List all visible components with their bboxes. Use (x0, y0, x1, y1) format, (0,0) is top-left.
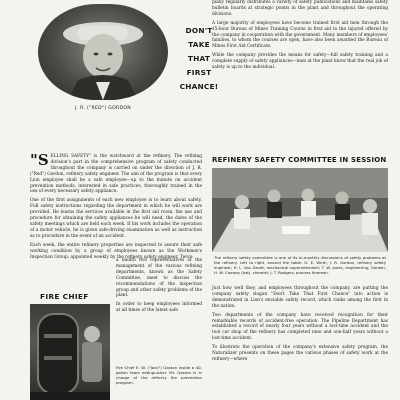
committee-photo (212, 168, 388, 252)
slogan-line: TAKE (188, 40, 210, 49)
drop-cap: "S (30, 151, 49, 169)
fire-paragraph: In order to keep employees informed at all times of the latest safe (116, 302, 202, 314)
fire-paragraph: a month five representatives of the management of the various refining departments, known as the Safety Committee, meet to discuss the recommendations of the inspection group and other safety problems of the plant. (116, 258, 202, 299)
portrait-photo (38, 4, 168, 100)
right-paragraph: Just how well they, and employees throughout the company, are putting the company safety slogan "Don't Take That First Chance" into action is demonstrated in Lion's enviable safety record, which ranks among the first in the nation. (212, 286, 388, 309)
right-paragraph: To illustrate the operation of the company's extensive safety program, the Naturalizer presents on these pages the various phases of safety work at the refinery—where (212, 345, 388, 362)
slogan-line: THAT (187, 54, 211, 63)
lead-paragraph: Each week, the entire refinery properties are inspected to assure their safe working condition by a group of employees known as the Workmen's Inspection Group, appointed weekly by the refinery safety engineer. Twice (30, 242, 202, 260)
right-paragraph: A large majority of employees have become trained first aid men through the 15-hour Bureau of Mines Training Course in first aid to the injured offered by the company in cooperation with the government. Many members of employees' families, to whom the courses are open, have also been awarded the Bureau of Mines First Aid Certificate. (212, 20, 388, 50)
lead-paragraph: One of the first assignments of each new employee is to learn about safety. Full safety instructions regarding the department in which he will work are provided. He learns the services available in the first aid room, the use and procedure for obtaining the safety appliances he will need, the dates of the safety meetings which are held each week. If his work includes the operation of a motor vehicle, he is given safe-driving examination as well as instruction as to procedure in the event of an accident. (30, 198, 202, 239)
lead-article (30, 151, 202, 263)
right-top-text (212, 0, 388, 74)
slogan-line: CHANCE! (179, 82, 219, 91)
right-paragraph: Two departments of the company have received recognition for their remarkable records of accident-free operation. The Pipeline Department has established a record of nearly four years without a lost-time accident and the tool car shop of the refinery has completed nine and one-half years without a lost-time accident. (212, 312, 388, 342)
slogan-line: DON'T (185, 26, 213, 35)
right-paragraph: piany regularly distributes a variety of safety publications and maintains safety bulletin boards at strategic points in the plant and throughout the operating divisions. (212, 0, 388, 17)
fire-chief-caption: Fire Chief E. W. ("Jack") Gaston inside a 40-gallon foam extinguisher. Mr. Gaston is in charge of the refinery fire prevention program. (116, 365, 202, 385)
right-paragraph: While the company provides the means for safety—full safety training and a complete supply of safety appliances—men at the plant know that the real job of safety is up to the individual. (212, 53, 388, 71)
left-column (30, 0, 219, 400)
right-column (212, 0, 388, 400)
fire-chief-article (116, 258, 202, 317)
portrait-caption: J. R. ("RED") GORDON (74, 106, 132, 111)
fire-chief-photo (30, 304, 110, 400)
slogan-line: FIRST (186, 68, 212, 77)
committee-heading: REFINERY SAFETY COMMITTEE IN SESSION (212, 156, 387, 164)
committee-caption: The refinery safety committee is one of its bi-monthly discussions of safety problems at the refinery. Left to right, around the table: G. E. Wirth, J. R. Gordon, refinery safety engineer; H. L. Van Zandt, mechanical superintendent; T. W. Jones, engineering; Gordon, H. W. Conway (hat), chemist; J. T. Rodgers, process foreman. (214, 255, 386, 275)
lead-paragraph-text: ELLING SAFETY" is the watchword at the refinery. The refining division's part in the comprehensive program of safety conducted throughout the company is carried on under the direction of J. R. ("Red") Gordon, refinery safety engineer. The aim of the program is that every Lion employee shall be a safe employee—up to the minute on accident prevention methods, interested in safe practices, thoroughly trained in the use of every necessary safety appliance. (30, 154, 202, 195)
fire-chief-heading: FIRE CHIEF (40, 292, 89, 301)
right-bottom-text (212, 286, 388, 366)
lead-paragraph (30, 151, 202, 195)
